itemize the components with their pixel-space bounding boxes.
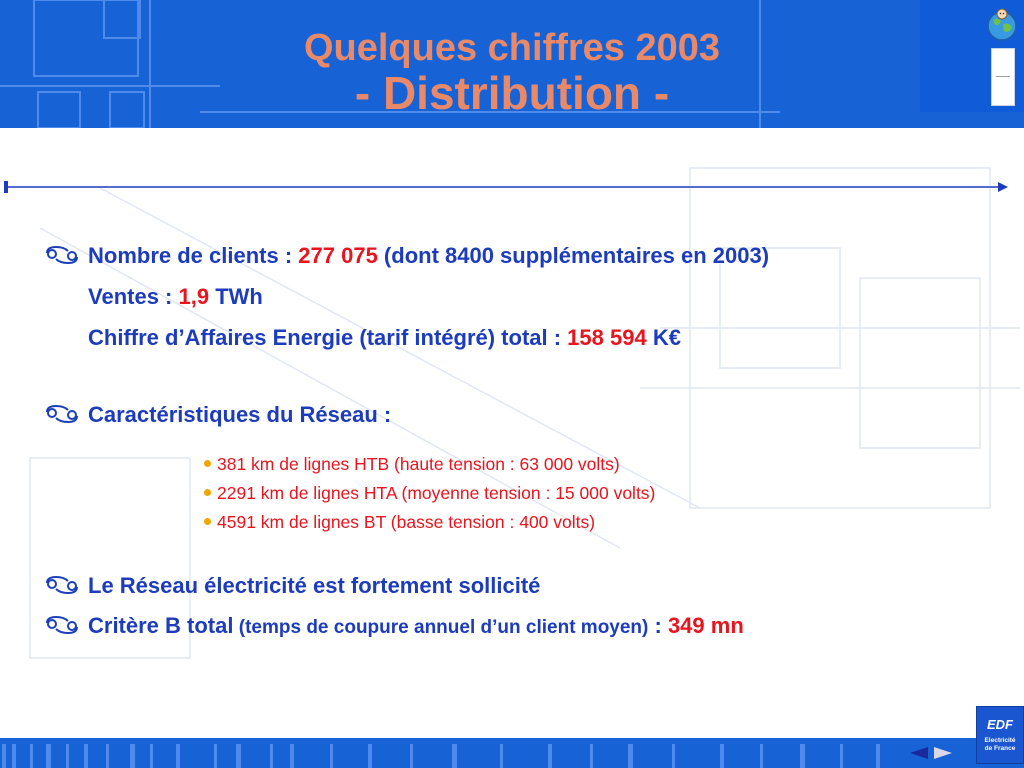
bullet-dot-icon [204, 460, 211, 467]
criterion-b-line [88, 613, 744, 639]
criterion-b-note: (temps de coupure annuel d’un client moyen) [233, 617, 649, 638]
revenue-line [88, 325, 681, 351]
edf-logo-name: EDF [987, 717, 1013, 732]
network-subitem-text: 381 km de lignes HTB (haute tension : 63 000 volts) [217, 454, 620, 474]
cancer-zodiac-bullet-icon [44, 402, 80, 426]
revenue-value: 158 594 [567, 325, 647, 350]
sales-suffix: TWh [209, 284, 263, 309]
slide-title-line1: Quelques chiffres 2003 [303, 27, 721, 69]
footer-stripe-pattern [0, 738, 970, 768]
bullet-dot-icon [204, 489, 211, 496]
edf-logo-line2: de France [984, 745, 1016, 752]
clients-value: 277 075 [298, 243, 378, 268]
network-subitem [204, 454, 620, 475]
revenue-suffix: K€ [646, 325, 681, 350]
previous-arrow-icon[interactable] [910, 747, 928, 759]
globe-icon [985, 8, 1019, 42]
slide-navigation [908, 744, 954, 762]
criterion-b-value: 349 mn [667, 613, 744, 638]
title-divider-arrow [4, 181, 1008, 193]
sales-label: Ventes : [88, 284, 179, 309]
network-heading: Caractéristiques du Réseau : [88, 402, 392, 427]
criterion-b-sep: : [648, 613, 668, 638]
clients-count-line [88, 243, 769, 269]
sales-value: 1,9 [178, 284, 210, 309]
network-subitem-text: 4591 km de lignes BT (basse tension : 400 volts) [217, 512, 596, 532]
network-subitem-text: 2291 km de lignes HTA (moyenne tension : 15 000 volts) [217, 483, 656, 503]
cancer-zodiac-bullet-icon [44, 613, 80, 637]
network-load-line: Le Réseau électricité est fortement sollicité [88, 573, 541, 598]
document-card-icon [991, 48, 1015, 106]
bullet-dot-icon [204, 518, 211, 525]
criterion-b-label: Critère B total [88, 613, 234, 638]
network-subitem [204, 512, 595, 533]
sales-line [88, 284, 263, 310]
cancer-zodiac-bullet-icon [44, 573, 80, 597]
slide-footer [0, 738, 1024, 768]
background-watermark [0, 128, 1024, 738]
clients-label: Nombre de clients : [88, 243, 299, 268]
revenue-label: Chiffre d’Affaires Energie (tarif intégré) total : [88, 325, 568, 350]
network-subitem [204, 483, 655, 504]
next-arrow-icon[interactable] [934, 747, 952, 759]
clients-suffix: (dont 8400 supplémentaires en 2003) [377, 243, 770, 268]
cancer-zodiac-bullet-icon [44, 243, 80, 267]
slide-title-line2: - Distribution - [354, 67, 670, 119]
edf-logo [976, 706, 1024, 764]
edf-logo-line1: Electricité [984, 737, 1016, 744]
